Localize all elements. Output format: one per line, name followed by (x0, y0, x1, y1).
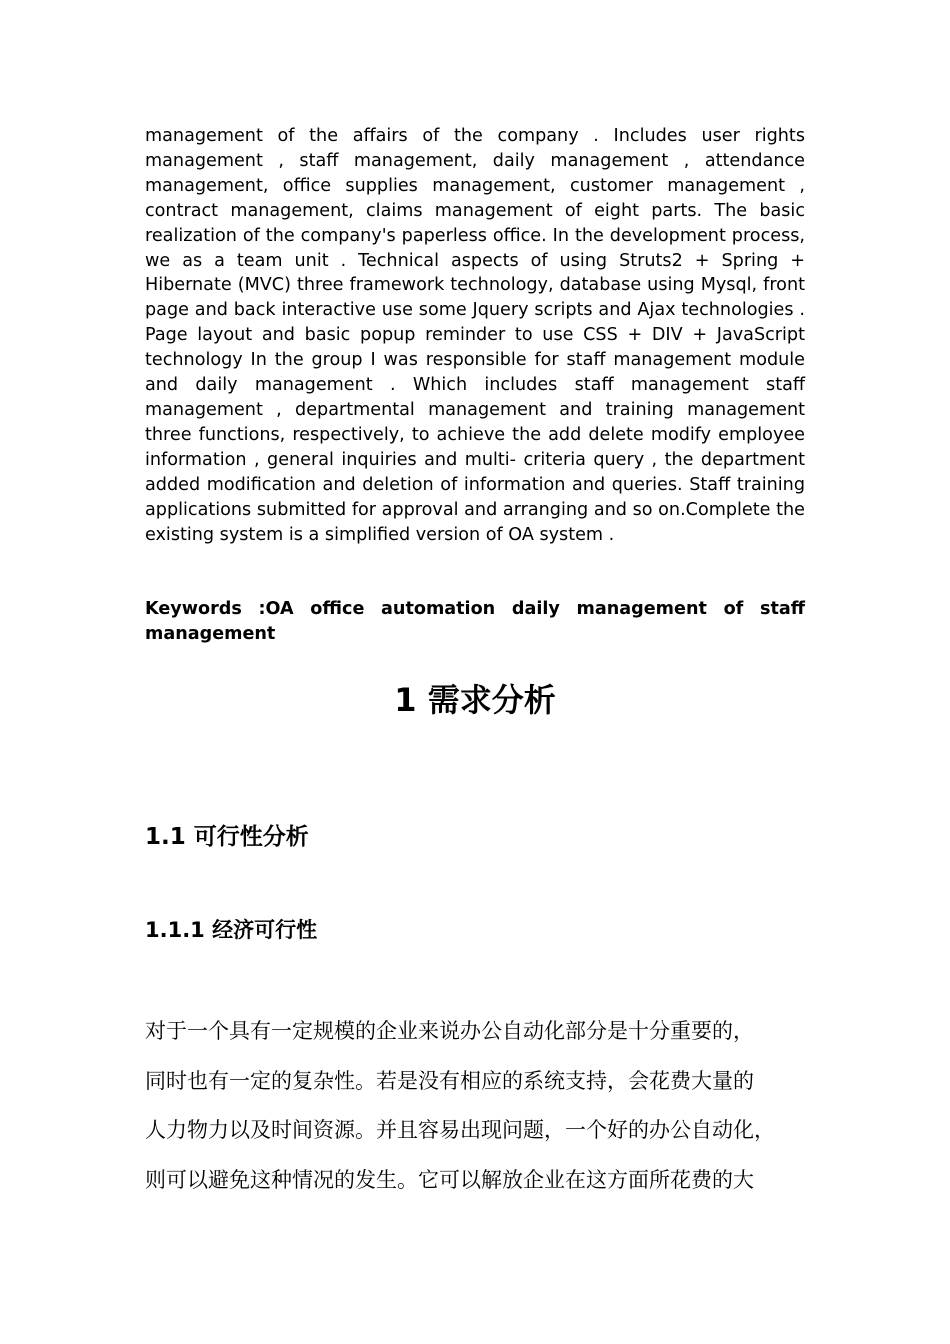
section-heading-requirements-analysis: 1 需求分析 (394, 681, 556, 719)
subsection-heading-feasibility-analysis: 1.1 可行性分析 (145, 824, 309, 850)
body-line: 人力物力以及时间资源。并且容易出现问题，一个好的办公自动化， (145, 1118, 775, 1142)
body-line: 则可以避免这种情况的发生。它可以解放企业在这方面所花费的大 (145, 1167, 754, 1192)
keywords-line: Keywords :OA office automation daily management of staff management (145, 599, 805, 644)
abstract-paragraph: management of the affairs of the company . Includes user rights management , staff management, daily management , attendance management, office supplies management, customer management , contract management, claims management of eight parts. The basic realization of the company's paperless office. In the development process, we as a team unit . Technical aspects of using Struts2 + Spring + Hibernate (MVC) three framework technology, database using Mysql, front page and back interactive use some Jquery scripts and Ajax technologies . Page layout and basic popup reminder to use CSS + DIV + JavaScript technology In the group I was responsible for staff management module and daily management . Which includes staff management staff management , departmental management and training management three functions, respectively, to achieve the add delete modify employee information , general inquiries and multi- criteria query , the department added modification and deletion of information and queries. Staff training applications submitted for approval and arranging and so on.Complete the existing system is a simplified version of OA system . (145, 126, 805, 545)
body-line: 对于一个具有一定规模的企业来说办公自动化部分是十分重要的， (145, 1019, 754, 1043)
subsubsection-heading-economic-feasibility: 1.1.1 经济可行性 (145, 918, 318, 942)
body-line: 同时也有一定的复杂性。若是没有相应的系统支持，会花费大量的 (145, 1068, 754, 1093)
body-paragraph-chinese (145, 1007, 825, 1205)
